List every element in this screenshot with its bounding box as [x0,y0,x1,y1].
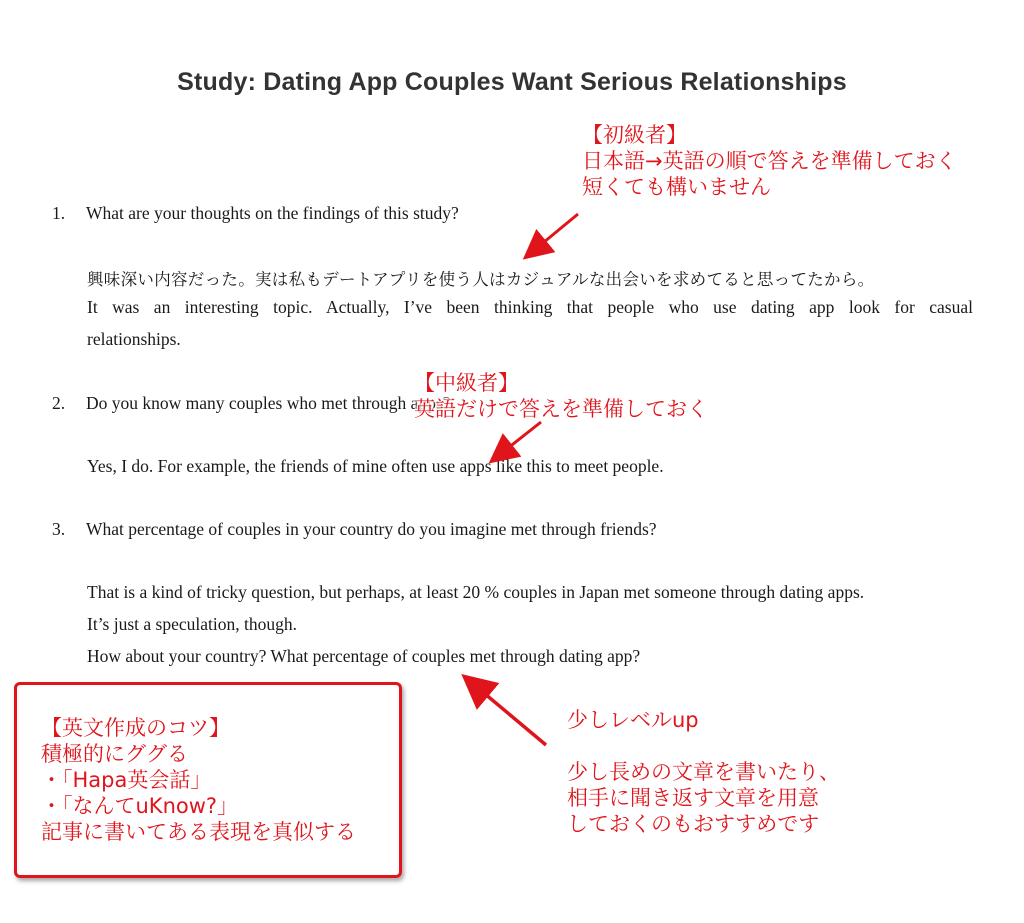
question-2-number: 2. [52,393,66,413]
arrow-beginner [532,214,578,252]
note-level-up-line-1: 少し長めの文章を書いたり、 [567,760,840,784]
arrow-level-up [472,683,546,745]
note-intermediate-line-1: 英語だけで答えを準備しておく [414,397,708,421]
tips-line-3: ・「なんてuKnow?」 [41,794,239,818]
question-1-text: What are your thoughts on the findings of this study? [86,203,459,223]
answer-3-line-2: It’s just a speculation, though. [87,614,297,634]
answer-1-line-2: relationships. [87,329,181,349]
tips-line-1: 積極的にググる [41,742,188,766]
note-beginner-line-2: 短くても構いません [582,175,771,199]
question-2-text: Do you know many couples who met through apps? [86,393,451,413]
note-intermediate-heading: 【中級者】 [414,371,519,395]
answer-2-line-1: Yes, I do. For example, the friends of mine often use apps like this to meet people. [87,456,664,476]
note-beginner-heading: 【初級者】 [582,123,687,147]
question-3-number: 3. [52,519,66,539]
question-3-text: What percentage of couples in your country do you imagine met through friends? [86,519,657,539]
arrow-intermediate [498,422,541,456]
tips-line-4: 記事に書いてある表現を真似する [41,820,356,844]
answer-1-japanese: 興味深い内容だった。実は私もデートアプリを使う人はカジュアルな出会いを求めてると思ってたから。 [87,270,875,289]
document-title: Study: Dating App Couples Want Serious Relationships [177,68,847,96]
tips-box [14,682,402,878]
tips-line-2: ・「Hapa英会話」 [41,768,212,792]
note-level-up-line-3: しておくのもおすすめです [567,812,820,836]
note-level-up-line-2: 相手に聞き返す文章を用意 [567,786,819,810]
answer-3-line-1: That is a kind of tricky question, but perhaps, at least 20 % couples in Japan met someone through dating apps. [87,582,865,602]
note-level-up-heading: 少しレベルup [567,708,699,732]
tips-heading: 【英文作成のコツ】 [41,716,230,740]
tips-content [41,715,356,845]
question-1-number: 1. [52,203,66,223]
note-level-up [567,707,840,837]
note-beginner-line-1: 日本語→英語の順で答えを準備しておく [582,149,957,173]
answer-3-line-3: How about your country? What percentage of couples met through dating app? [87,646,641,666]
note-intermediate [414,370,708,422]
answer-1-line-1: It was an interesting topic. Actually, I’ve been thinking that people who use dating app look for casual [87,297,973,317]
note-beginner [582,122,957,200]
